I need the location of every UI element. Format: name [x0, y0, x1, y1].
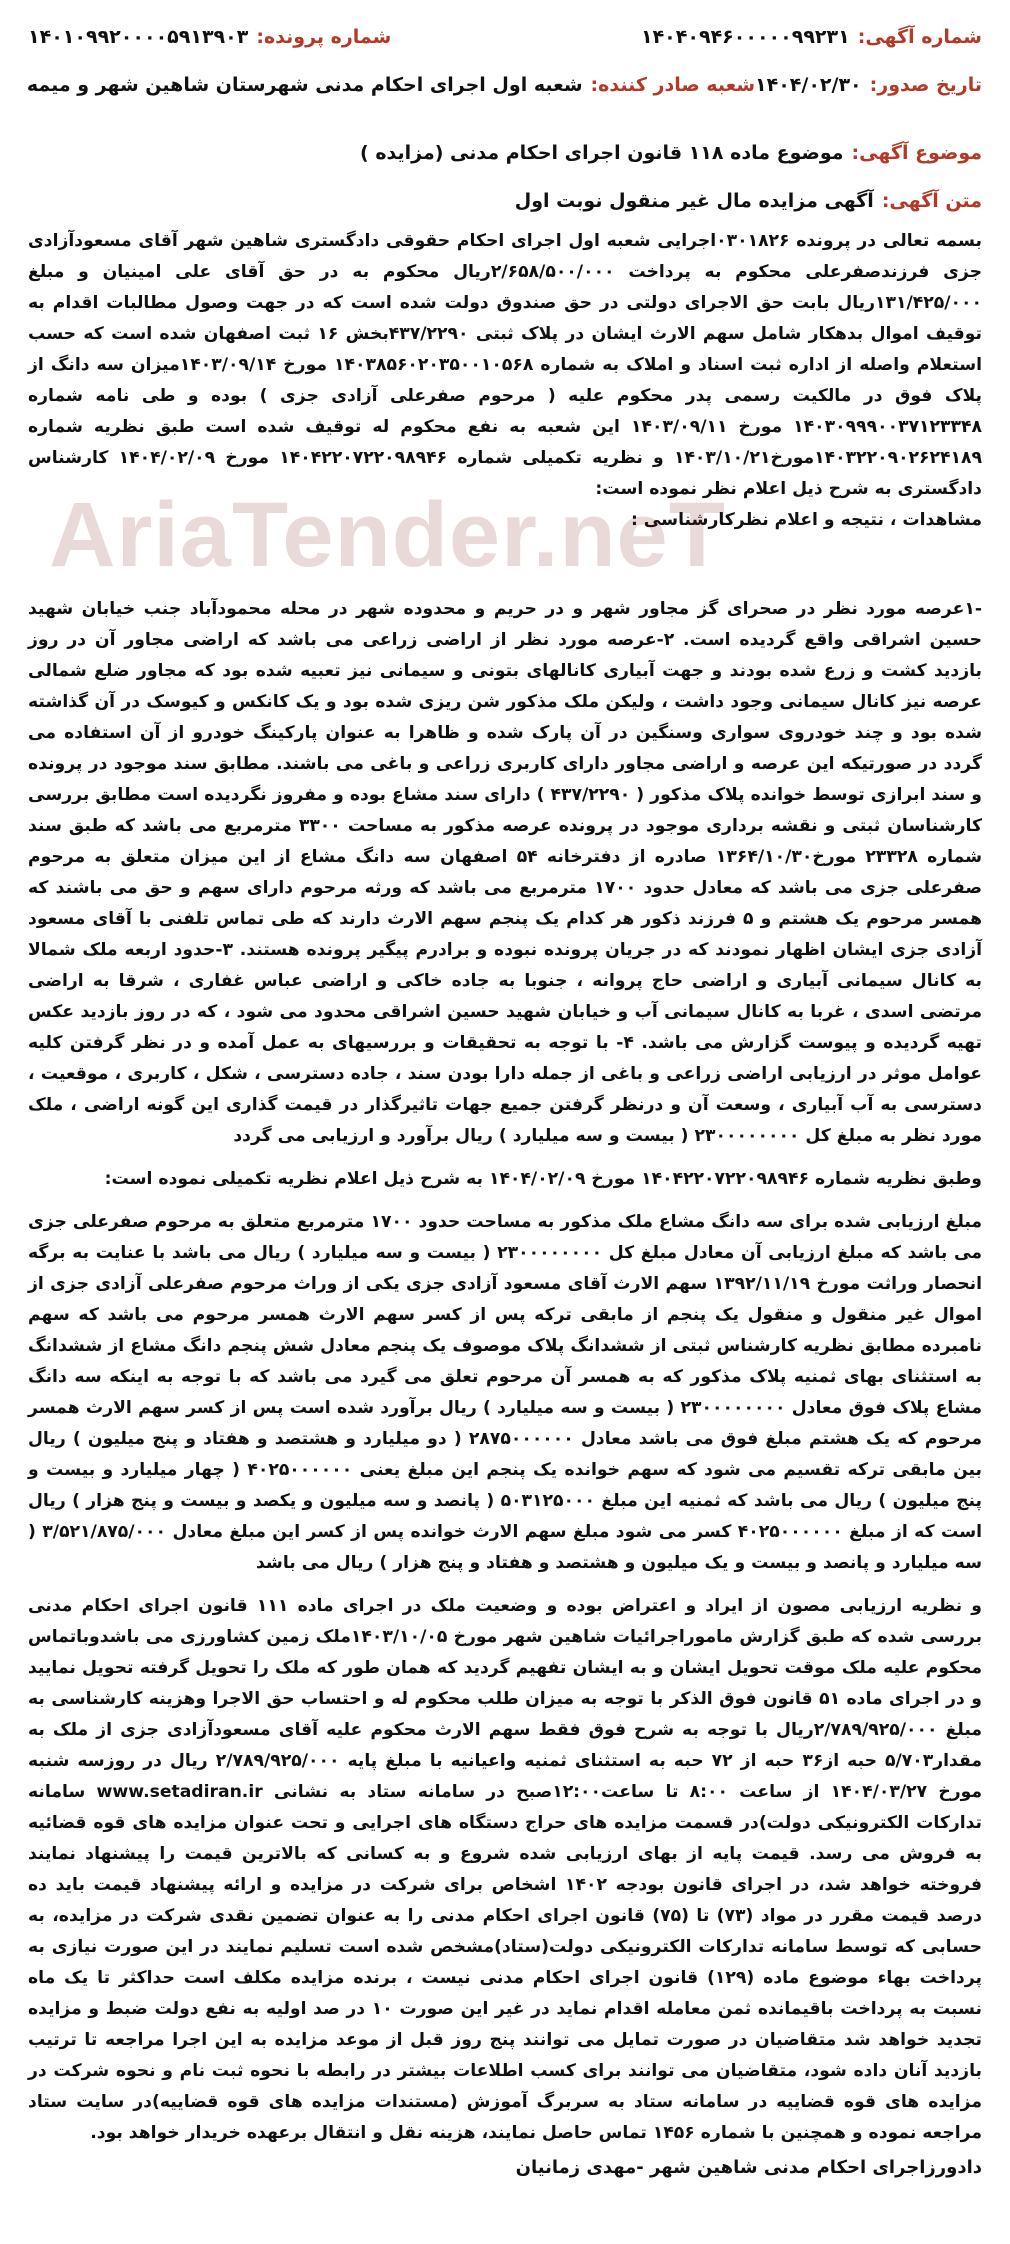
case-number-label: شماره پرونده: [256, 26, 392, 48]
observations-paragraph: -۱عرصه مورد نظر در صحرای گز مجاور شهر و در حریم و محدوده شهر در محله محمودآباد جنب خیابان شهید حسین اشراقی واقع گردیده است. ۲-عرصه مورد نظر از اراضی زراعی می باشد که اراضی مجاور آن در روز بازدید کشت و زرع شده بودند و جهت آبیاری کانالهای بتونی و سیمانی نیز تعبیه شده بود که مجاور ضلع شمالی عرصه نیز کانال سیمانی وجود داشت ، ولیکن ملک مذکور شن ریزی شده بود و یک کانکس و کیوسک در آن گذاشته شده بود و چند خودروی سواری وسنگین در آن پارک شده و ظاهرا به عنوان پارکینگ خودرو از آن استفاده می گردد در صورتیکه این عرصه و اراضی مجاور دارای کاربری زراعی و باغی می باشند. مطابق سند موجود در پرونده و سند ابرازی توسط خوانده پلاک مذکور ( ۴۳۷/۲۲۹۰ ) دارای سند مشاع بوده و مفروز نگردیده است مطابق بررسی کارشناسان ثبتی و نقشه برداری موجود در پرونده عرصه مذکور به مساحت ۳۳۰۰ مترمربع می باشد که طبق سند شماره ۲۳۳۲۸ مورخ۱۳۶۴/۱۰/۳۰ صادره از دفترخانه ۵۴ اصفهان سه دانگ مشاع از این میزان متعلق به مرحوم صفرعلی جزی می باشد که معادل حدود ۱۷۰۰ مترمربع می باشد که ورثه مرحوم دارای سهم و حق می باشند که همسر مرحوم یک هشتم و ۵ فرزند ذکور هر کدام یک پنجم سهم الارث دارند که طی تماس تلفنی با آقای مسعود آزادی جزی ایشان اظهار نمودند که در جریان پرونده نبوده و برادرم پیگیر پرونده هستند. ۳-حدود اربعه ملک شمالا به کانال سیمانی آبیاری و اراضی حاج پروانه ، جنوبا به جاده خاکی و اراضی عباس غفاری ، شرقا به اراضی مرتضی اسدی ، غربا به کانال سیمانی آب و خیابان شهید حسین اشراقی محدود می شود ، که در روز بازدید عکس تهیه گردیده و پیوست گزارش می باشد. ۴- با توجه به تحقیقات و بررسیهای به عمل آمده و در نظر گرفتن کلیه عوامل موثر در ارزیابی اراضی زراعی و باغی از جمله دارا بودن سند ، جاده دسترسی ، شکل ، کاربری ، موقعیت ، دسترسی به آب آبیاری ، وسعت آن و درنظر گرفتن جمیع جهات تاثیرگذار در قیمت گذاری این گونه اراضی ، ملک مورد نظر به مبلغ کل ۲۳۰۰۰۰۰۰۰۰ ( بیست و سه میلیارد ) ریال برآورد و ارزیابی می گردد [28, 599, 983, 1146]
meta-row-issue [28, 74, 982, 122]
spacer [28, 1152, 982, 1164]
issue-date-label: تاریخ صدور: [869, 74, 982, 96]
issuer [27, 74, 755, 96]
issuer-value: شعبه اول اجرای احکام مدنی شهرستان شاهین شهر و میمه [26, 74, 583, 96]
text-label: متن آگهی: [881, 190, 982, 212]
watermark-brand-text: AriaTender.neT [49, 483, 726, 586]
observations-heading: مشاهدات ، نتیجه و اعلام نظرکارشناسی : [630, 510, 982, 530]
spacer [28, 1195, 982, 1207]
signature: دادورزاجرای احکام مدنی شاهین شهر -مهدی زمانیان [515, 2157, 982, 2178]
auction-paragraph: و نظریه ارزیابی مصون از ایراد و اعتراض بوده و وضعیت ملک در اجرای ماده ۱۱۱ قانون اجرای احکام مدنی بررسی شده که طبق گزارش ماموراجرائیات شاهین شهر مورخ ۱۴۰۳/۱۰/۰۵ملک زمین کشاورزی می باشدوباتماس محکوم علیه ملک موقت تحویل ایشان و به ایشان تفهیم گردید که همان طور که ملک را تحویل گرفته تحویل نمایید و در اجرای ماده ۵۱ قانون فوق الذکر با توجه به میزان طلب محکوم له و احتساب حق الاجرا وهزینه کارشناسی به مبلغ ۲/۷۸۹/۹۲۵/۰۰۰ریال با توجه به شرح فوق فقط سهم الارث محکوم علیه آقای مسعودآزادی جزی از ملک به مقدار۵/۷۰۳ حبه از۳۶ حبه از ۷۲ حبه به استثنای ثمنیه واعیانیه با مبلغ پایه ۲/۷۸۹/۹۲۵/۰۰۰ ریال در روزسه شنبه مورخ ۱۴۰۴/۰۳/۲۷ از ساعت ۸:۰۰ تا ساعت۱۲:۰۰صبح در سامانه ستاد به نشانی www.setadiran.ir سامانه تدارکات الکترونیکی دولت)در قسمت مزایده های حراج دستگاه های اجرایی و تحت عنوان مزایده های قوه قضائیه به فروش می رسد. قیمت پایه از بهای ارزیابی شده شروع و به کسانی که بالاترین قیمت را پیشنهاد نمایند فروخته خواهد شد، در اجرای قانون بودجه ۱۴۰۲ اشخاص برای شرکت در مزایده و ارائه پیشنهاد قیمت باید ده درصد قیمت مقرر در مواد (۷۳) تا (۷۵) قانون اجرای احکام مدنی را به عنوان تضمین نقدی شرکت در مزایده، به حسابی که توسط سامانه تدارکات الکترونیکی دولت(ستاد)مشخص شده است تسلیم نمایند در این صورت نیازی به پرداخت بهاء موضوع ماده (۱۲۹) قانون اجرای احکام مدنی نیست ، برنده مزایده مکلف است حداکثر تا یک ماه نسبت به پرداخت باقیمانده ثمن معامله اقدام نماید در غیر این صورت ۱۰ در صد اولیه به نفع دولت ضبط و مزایده تجدید خواهد شد متقاضیان در صورت تمایل می توانند پنج روز قبل از موعد مزایده به این اجرا مراجعه تا ترتیب بازدید آنان داده شود، متقاضیان می توانند برای کسب اطلاعات بیشتر در رابطه با نحوه ثبت نام و نحوه شرکت در مزایده های قوه قضاییه در سامانه ستاد به سربرگ آموزش (مستندات مزایده های قوه قضاییه)در سایت ستاد مراجعه نموده و همچنین با شماره ۱۴۵۶ تماس حاصل نمایند، هزینه نقل و انتقال برعهده خریدار خواهد بود. [28, 1596, 983, 2143]
case-number [28, 26, 391, 48]
text-title-row [28, 190, 982, 212]
spacer [28, 1579, 982, 1591]
supplementary-heading: وطبق نظریه شماره ۱۴۰۴۲۲۰۷۲۲۰۹۸۹۴۶ مورخ ۱۴۰۴/۰۲/۰۹ به شرح ذیل اعلام نظریه تکمیلی نموده است: [104, 1169, 982, 1189]
meta-row-numbers [28, 26, 982, 74]
issue-date-value: ۱۴۰۴/۰۲/۳۰ [755, 74, 862, 96]
ad-number-label: شماره آگهی: [857, 26, 982, 48]
subject-row [28, 142, 982, 164]
ad-number [641, 26, 982, 48]
supplementary-paragraph: مبلغ ارزیابی شده برای سه دانگ مشاع ملک مذکور به مساحت حدود ۱۷۰۰ مترمربع متعلق به مرحوم صفرعلی جزی می باشد که مبلغ ارزیابی آن معادل مبلغ کل ۲۳۰۰۰۰۰۰۰۰ ( بیست و سه میلیارد ) ریال می باشد با عنایت به برگه انحصار وراثت مورخ ۱۳۹۲/۱۱/۱۹ سهم الارث آقای مسعود آزادی جزی یکی از وراث مرحوم صفرعلی آزادی جزی از اموال غیر منقول و منقول یک پنجم از مابقی ترکه پس از کسر سهم الارث همسر مرحوم می باشد که سهم نامبرده مطابق نظریه کارشناس ثبتی از ششدانگ پلاک موصوف یک پنجم معادل شش پنجم دانگ مشاع از ششدانگ به استثنای بهای ثمنیه پلاک مذکور که به همسر آن مرحوم تعلق می گیرد می باشد که با توجه به اینکه سه دانگ مشاع پلاک فوق معادل ۲۳۰۰۰۰۰۰۰۰ ( بیست و سه میلیارد ) ریال برآورد شده است پس از کسر سهم الارث همسر مرحوم که یک هشتم مبلغ فوق می باشد معادل ۲۸۷۵۰۰۰۰۰۰ ( دو میلیارد و هشتصد و هفتاد و پنج میلیون ) ریال بین مابقی ترکه تقسیم می شود که سهم خوانده یک پنجم این مبلغ یعنی ۴۰۲۵۰۰۰۰۰۰ ( چهار میلیارد و بیست و پنج میلیون ) ریال می باشد که ثمنیه این مبلغ ۵۰۳۱۲۵۰۰۰ ( پانصد و سه میلیون و یکصد و بیست و پنج هزار ) ریال است که از مبلغ ۴۰۲۵۰۰۰۰۰۰ کسر می شود مبلغ سهم الارث خوانده پس از کسر این مبلغ معادل ۳/۵۲۱/۸۷۵/۰۰۰ ( سه میلیارد و پانصد و بیست و یک میلیون و هشتصد و هفتاد و پنج هزار ) ریال می باشد [28, 1212, 983, 1573]
subject-value: موضوع ماده ۱۱۸ قانون اجرای احکام مدنی (مزایده ) [360, 142, 844, 164]
notice-body [28, 226, 982, 2149]
issuer-label: شعبه صادر کننده: [590, 74, 755, 96]
case-number-value: ۱۴۰۱۰۹۹۲۰۰۰۰۵۹۱۳۹۰۳ [28, 26, 249, 48]
spacer [28, 536, 982, 594]
ad-number-value: ۱۴۰۴۰۹۴۶۰۰۰۰۰۹۹۲۳۱ [640, 26, 850, 48]
notice-title: آگهی مزایده مال غیر منقول نوبت اول [514, 190, 874, 212]
issue-date [755, 74, 982, 96]
subject-label: موضوع آگهی: [851, 142, 982, 164]
intro-paragraph: بسمه تعالی در پرونده ۰۳۰۱۸۲۶اجرایی شعبه اول اجرای احکام حقوقی دادگستری شاهین شهر آقای مسعودآزادی جزی فرزندصفرعلی محکوم به پرداخت ۲/۶۵۸/۵۰۰/۰۰۰ریال محکوم به در حق آقای علی امینیان و مبلغ ۱۳۱/۴۲۵/۰۰۰ریال بابت حق الاجرای دولتی در حق صندوق دولت شده است که در جهت وصول مطالبات اقدام به توقیف اموال بدهکار شامل سهم الارث ایشان در پلاک ثبتی ۴۳۷/۲۲۹۰بخش ۱۶ ثبت اصفهان شده است که حسب استعلام واصله از اداره ثبت اسناد و املاک به شماره ۱۴۰۳۸۵۶۰۲۰۳۵۰۰۱۰۵۶۸ مورخ ۱۴۰۳/۰۹/۱۴میزان سه دانگ از پلاک فوق در مالکیت رسمی پدر محکوم علیه ( مرحوم صفرعلی آزادی جزی ) بوده و طی نامه شماره ۱۴۰۳۰۹۹۹۰۰۳۷۱۲۳۳۴۸ مورخ ۱۴۰۳/۰۹/۱۱ این شعبه به نفع محکوم له توقیف شده است طبق نظریه شماره ۱۴۰۳۲۲۰۹۰۲۶۲۴۱۸۹مورخ۱۴۰۳/۱۰/۲۱ و نظریه تکمیلی شماره ۱۴۰۴۲۲۰۷۲۲۰۹۸۹۴۶ مورخ ۱۴۰۴/۰۲/۰۹ کارشناس دادگستری به شرح ذیل اعلام نظر نموده است: [28, 231, 982, 499]
